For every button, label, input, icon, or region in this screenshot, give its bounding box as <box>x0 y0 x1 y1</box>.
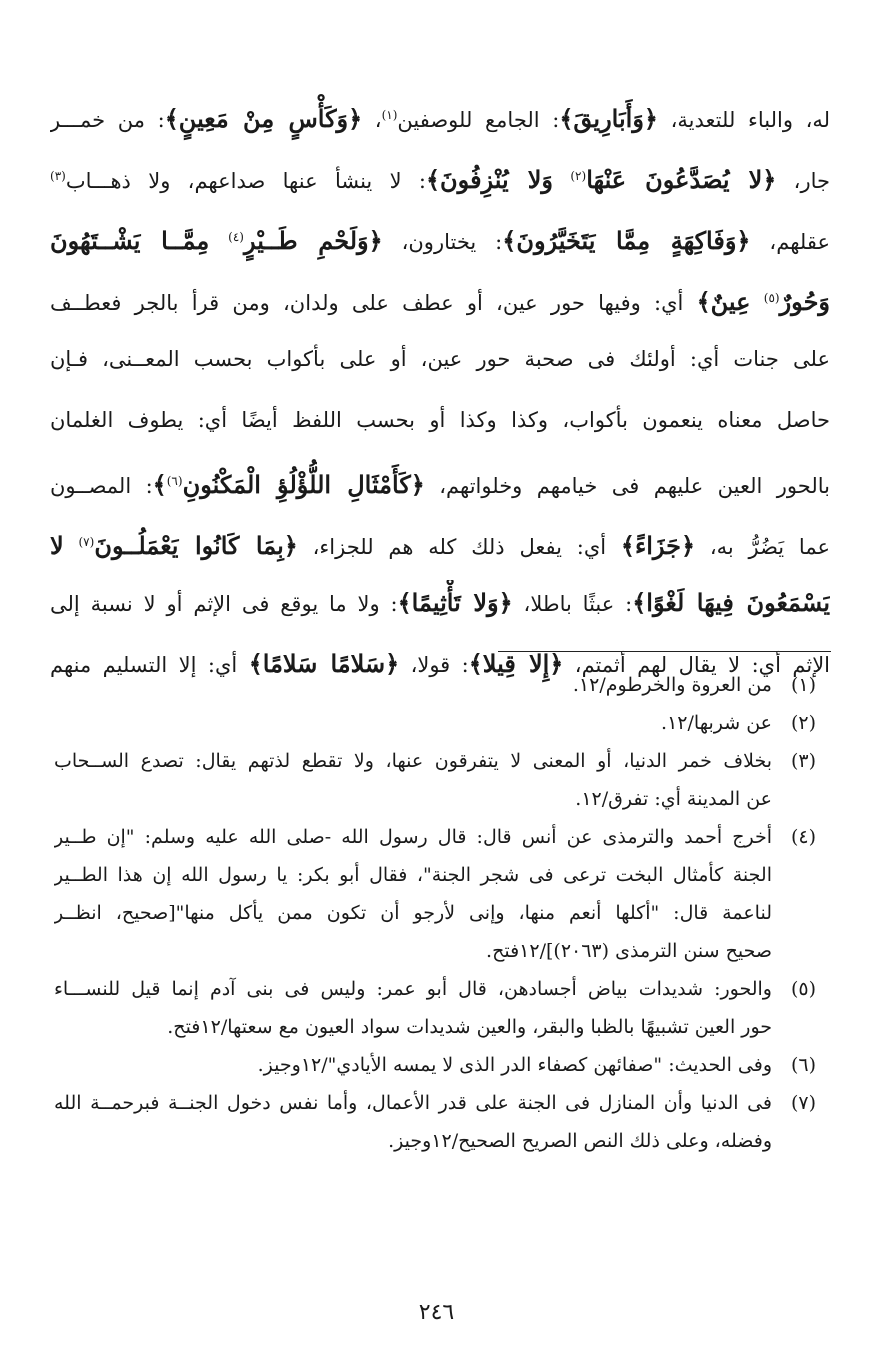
quran-verse-text: ﴿وَأَبَارِيقَ﴾ <box>559 104 658 133</box>
quran-verse-text: ﴿لا يُصَدَّعُونَ عَنْهَا <box>586 165 777 194</box>
footnote-line: بخلاف خمر الدنيا، أو المعنى لا يتفرقون عنها، ولا تقطع لذتهم يقال: تصدع الســحاب <box>54 750 772 772</box>
main-text-line <box>50 275 830 336</box>
main-text-line <box>50 580 830 641</box>
main-text-line <box>50 458 830 519</box>
main-text-line <box>50 397 830 458</box>
footnote-separator <box>498 651 831 652</box>
footnote-line: وفضله، وعلى ذلك النص الصريح الصحيح/١٢وجيز. <box>388 1130 772 1152</box>
footnote <box>54 704 816 742</box>
footnote-body <box>54 1046 772 1084</box>
quran-verse-text: ﴾ <box>152 470 167 499</box>
footnote-body <box>54 704 772 742</box>
footnote <box>54 742 816 818</box>
page-number: ٢٤٦ <box>418 1300 455 1325</box>
footnote-marker: (٧) <box>78 535 95 549</box>
footnote-line: عن شربها/١٢. <box>661 712 772 734</box>
footnote-line: والحور: شديدات بياض أجسادهن، قال أبو عمر: وليس فى بنى آدم إنما قيل للنســـاء <box>54 978 772 1000</box>
footnote-body <box>54 1084 772 1160</box>
commentary-text: ، <box>362 108 382 132</box>
main-text-line <box>50 519 830 580</box>
footnote-marker: (٢) <box>570 169 587 183</box>
commentary-text <box>64 535 79 559</box>
quran-verse-text: ﴿سَلامًا سَلامًا﴾ <box>248 649 400 678</box>
footnote-body <box>54 666 772 704</box>
quran-verse-text: ﴿وَكَأْسٍ مِنْ مَعِينٍ﴾ <box>164 104 363 133</box>
footnote-line: حور العين تشبيهًا بالظبا والبقر، والعين شديدات سواد العيون مع سعتها/١٢فتح. <box>167 1016 772 1038</box>
footnotes-section <box>54 666 816 1160</box>
footnote <box>54 666 816 704</box>
footnote-body <box>54 742 772 818</box>
commentary-text: أي: يفعل ذلك كله هم للجزاء، <box>297 535 621 559</box>
quran-verse-text: عِينٌ﴾ <box>696 287 751 316</box>
quran-verse-text: وَحُورٌ <box>779 287 830 316</box>
footnote-number: (٤) <box>790 826 816 848</box>
footnote-number: (١) <box>790 674 816 696</box>
footnote-line: عن المدينة أي: تفرق/١٢. <box>575 788 772 810</box>
commentary-text: : قولا، <box>399 653 469 677</box>
quran-verse-text: ﴿بِمَا كَانُوا يَعْمَلُــونَ <box>94 531 298 560</box>
footnote <box>54 818 816 970</box>
footnote-marker: (٣) <box>50 169 66 183</box>
commentary-text <box>553 169 570 193</box>
footnote-line: أخرج أحمد والترمذى عن أنس قال: قال رسول الله -صلى الله عليه وسلم: "إن طــير <box>54 826 772 848</box>
footnote-marker: (٥) <box>763 291 780 305</box>
footnote-number: (٢) <box>790 712 816 734</box>
commentary-text <box>751 291 764 315</box>
quran-verse-text: ﴿جَزَاءً﴾ <box>620 531 696 560</box>
footnote-line: وفى الحديث: "صفائهن كصفاء الدر الذى لا يمسه الأيادي"/١٢وجيز. <box>257 1054 772 1076</box>
footnote-line: فى الدنيا وأن المنازل فى الجنة على قدر الأعمال، وأما نفس دخول الجنــة فبرحمــة الله <box>54 1092 772 1114</box>
commentary-text <box>209 230 228 254</box>
quran-verse-text: يَسْمَعُونَ فِيهَا لَغْوًا﴾ <box>632 588 830 617</box>
quran-verse-text: ﴿إِلا قِيلا﴾ <box>468 649 564 678</box>
footnote-marker: (٦) <box>166 474 183 488</box>
commentary-text: : لا ينشأ عنها صداعهم، ولا ذهـــاب <box>65 169 426 193</box>
quran-verse-text: لا <box>50 531 64 560</box>
main-text-line <box>50 153 830 214</box>
commentary-text: : المصــون <box>50 474 153 498</box>
footnote-line: لناعمة قال: "أكلها أنعم منها، وإنى لأرجو أن تكون ممن يأكل منها"[صحيح، انظــر <box>54 902 772 924</box>
quran-verse-text: ﴿كَأَمْثَالِ اللُّؤْلُؤِ الْمَكْنُونِ <box>182 470 425 499</box>
footnote-number: (٣) <box>790 750 816 772</box>
main-text-line <box>50 214 830 275</box>
footnote-body <box>54 970 772 1046</box>
footnote-number: (٦) <box>790 1054 816 1076</box>
footnote <box>54 970 816 1046</box>
main-text-line <box>50 92 830 153</box>
commentary-text: عقلهم، <box>750 230 830 254</box>
footnote-number: (٧) <box>790 1092 816 1114</box>
footnote-line: صحيح سنن الترمذى (٢٠٦٣)]/١٢فتح. <box>486 940 772 962</box>
main-text-body <box>50 92 830 702</box>
commentary-text: بالحور العين عليهم فى خيامهم وخلواتهم، <box>424 474 830 498</box>
quran-verse-text: ﴿وَفَاكِهَةٍ مِمَّا يَتَخَيَّرُونَ﴾ <box>502 226 751 255</box>
footnote-marker: (١) <box>381 108 398 122</box>
commentary-text: جار، <box>776 169 830 193</box>
commentary-text: : من خمـــر <box>50 108 165 132</box>
quran-verse-text: وَلا يُنْزِفُونَ﴾ <box>425 165 554 194</box>
commentary-text: : ولا ما يوقع فى الإثم أو لا نسبة إلى <box>50 592 398 616</box>
main-text-line <box>50 336 830 397</box>
quran-verse-text: ﴿وَلا تَأْثِيمًا﴾ <box>397 588 513 617</box>
quran-verse-text: ﴿وَلَحْمِ طَــيْرٍ <box>243 226 383 255</box>
quran-verse-text: مِمَّــا يَشْــتَهُونَ <box>50 226 210 255</box>
footnote-number: (٥) <box>790 978 816 1000</box>
commentary-text: له، والباء للتعدية، <box>658 108 830 132</box>
footnote-body <box>54 818 772 970</box>
commentary-text: : الجامع للوصفين <box>397 108 560 132</box>
footnote <box>54 1084 816 1160</box>
commentary-text: حاصل معناه ينعمون بأكواب، وكذا وكذا أو بحسب اللفظ أيضًا أي: يطوف الغلمان <box>50 408 830 432</box>
commentary-text: : يختارون، <box>382 230 503 254</box>
commentary-text: عما يَضُرُّ به، <box>695 535 830 559</box>
footnote-line: من العروة والخرطوم/١٢. <box>572 674 772 696</box>
footnote <box>54 1046 816 1084</box>
commentary-text: الإثم أي: لا يقال لهم أثمتم، <box>563 653 830 677</box>
commentary-text: : عبثًا باطلا، <box>512 592 633 616</box>
footnote-marker: (٤) <box>228 230 244 244</box>
commentary-text: أي: وفيها حور عين، أو عطف على ولدان، ومن قرأ بالجر فعطــف <box>50 291 697 315</box>
commentary-text: على جنات أي: أولئك فى صحبة حور عين، أو على بأكواب بحسب المعــنى، فـإن <box>50 347 830 371</box>
footnote-line: الجنة كأمثال البخت ترعى فى شجر الجنة"، فقال أبو بكر: يا رسول الله إن هذا الطــير <box>54 864 772 886</box>
commentary-text: أي: إلا التسليم منهم <box>50 653 249 677</box>
